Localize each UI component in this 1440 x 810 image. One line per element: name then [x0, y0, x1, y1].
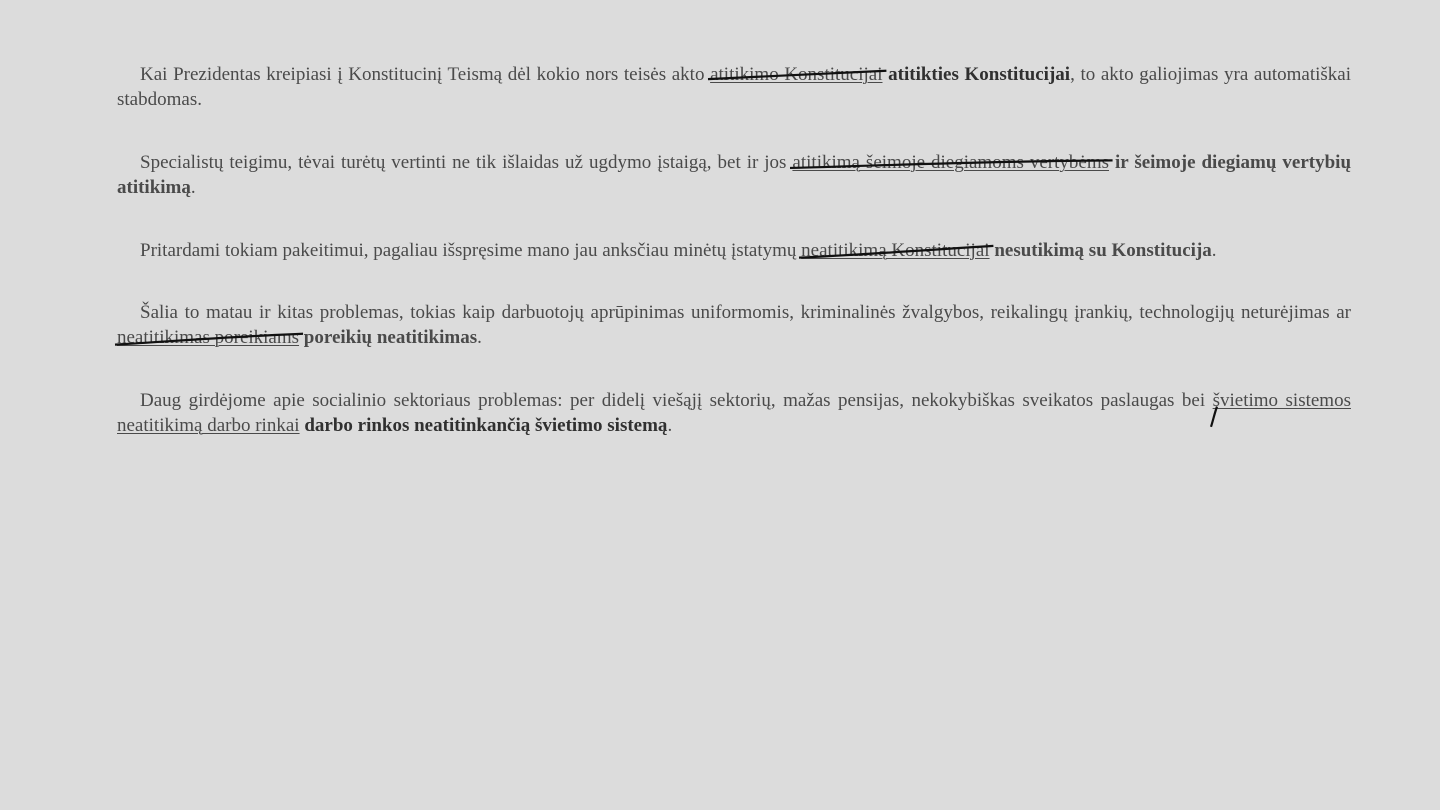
paragraph-3-text: Pritardami tokiam pakeitimui, pagaliau išspręsime mano jau anksčiau minėtų įstatymų [140, 240, 802, 261]
paragraph-1-text: Kai Prezidentas kreipiasi į Konstitucinį Teismą dėl kokio nors teisės akto [140, 64, 711, 85]
paragraph-4-deleted-phrase [117, 327, 299, 348]
paragraph-3-deleted-text: neatitikimą Konstitucijai [801, 240, 990, 261]
paragraph-4-deleted-text: neatitikimas poreikiams [117, 327, 300, 348]
paragraph-5 [117, 388, 1351, 438]
paragraph-3 [117, 238, 1351, 263]
paragraph-2-text: Specialistų teigimu, tėvai turėtų vertinti ne tik išlaidas už ugdymo įstaigą, bet ir jos [140, 152, 793, 173]
paragraph-2-inserted-text: ir šeimoje diegiamų vertybių atitikimą [117, 152, 1352, 198]
paragraph-5-inserted-text: darbo rinkos neatitinkančią švietimo sistemą [304, 415, 668, 436]
paragraph-1-deleted-phrase [710, 64, 882, 85]
paragraph-5-tail: . [667, 415, 673, 436]
paragraph-2-deleted-phrase [792, 152, 1109, 173]
paragraph-4-tail: . [477, 327, 482, 348]
paragraph-2 [117, 150, 1351, 200]
paragraph-1-deleted-text: atitikimo Konstitucijai [710, 64, 883, 85]
paragraph-2-tail: . [190, 177, 196, 198]
paragraph-5-deleted-text: švietimo sistemos neatitikimą darbo rinkai [117, 390, 1351, 436]
paragraph-3-deleted-phrase [801, 240, 989, 261]
paragraph-3-inserted-text: nesutikimą su Konstitucija [994, 240, 1212, 261]
paragraph-4-text: Šalia to matau ir kitas problemas, tokias kaip darbuotojų aprūpinimas uniformomis, kriminalinės žvalgybos, reikalingų įrankių, technologijų neturėjimas ar [140, 302, 1351, 323]
paragraph-4 [117, 300, 1351, 350]
paragraph-4-inserted-text: poreikių neatitikimas [303, 327, 478, 348]
paragraph-1 [117, 62, 1351, 112]
paragraph-1-tail: , to akto galiojimas yra automatiškai stabdomas. [117, 64, 1352, 110]
paragraph-5-text: Daug girdėjome apie socialinio sektoriaus problemas: per didelį viešąjį sektorių, mažas pensijas, nekokybiškas sveikatos paslaugas bei [140, 390, 1213, 411]
paragraph-3-tail: . [1211, 240, 1217, 261]
paragraph-2-deleted-text: atitikimą šeimoje diegiamoms vertybėms [792, 152, 1109, 173]
paragraph-1-inserted-text: atitikties Konstitucijai [888, 64, 1071, 85]
